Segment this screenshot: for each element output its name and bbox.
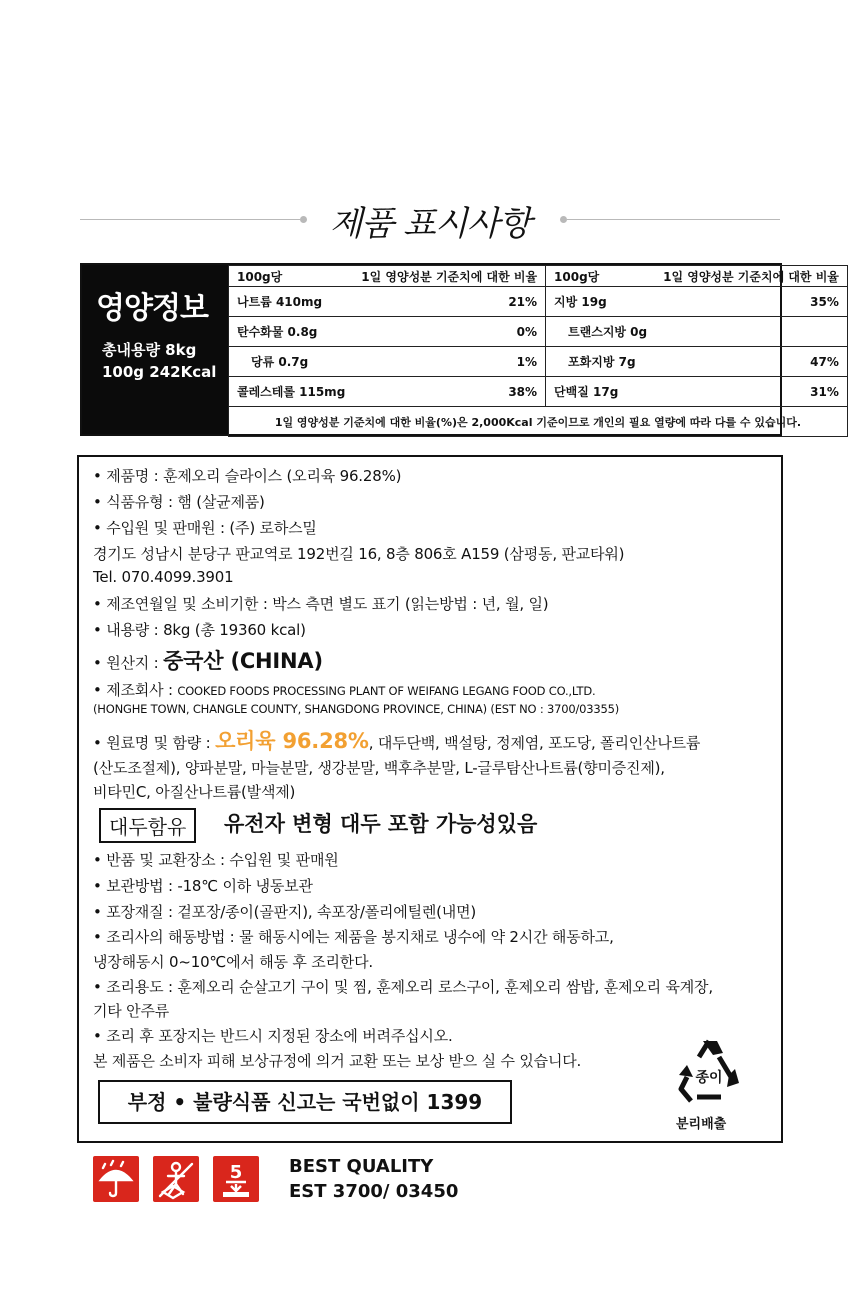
nutrition-note: 1일 영양성분 기준치에 대한 비율(%)은 2,000Kcal 기준이므로 개인의 필요 열량에 따라 다를 수 있습니다.: [229, 407, 848, 437]
title-divider-right: [567, 219, 780, 220]
keep-dry-icon: [93, 1156, 139, 1202]
date-info: • 제조연월일 및 소비기한 : 박스 측면 별도 표기 (읽는방법 : 년, 월, 일): [93, 595, 549, 613]
nutrient-pct: 1%: [353, 347, 545, 377]
nutrition-title: 영양정보: [96, 291, 208, 326]
best-quality-label: BEST QUALITY: [289, 1156, 434, 1177]
nutrient-pct: 31%: [655, 377, 847, 407]
nutrient-name: 포화지방 7g: [546, 347, 656, 377]
maker-line: [93, 679, 595, 700]
origin-value: 중국산 (CHINA): [163, 649, 323, 673]
return-place: • 반품 및 교환장소 : 수입원 및 판매원: [93, 851, 339, 869]
title-dot-left: [300, 216, 307, 223]
thaw-line-2: 냉장해동시 0~10℃에서 해동 후 조리한다.: [93, 953, 373, 971]
nutrient-pct: 35%: [655, 287, 847, 317]
header-right: 100g당: [546, 266, 656, 287]
nutrient-pct: 21%: [353, 287, 545, 317]
nutrient-name: 단백질 17g: [546, 377, 656, 407]
recycle-center-text: 종이: [695, 1070, 723, 1086]
nutrient-pct: 38%: [353, 377, 545, 407]
product-info-box: [77, 455, 783, 1143]
origin-label: • 원산지 :: [93, 654, 164, 672]
page-title: 제품 표시사항: [329, 204, 531, 244]
ingredients-line-2: (산도조절제), 양파분말, 마늘분말, 생강분말, 백후추분말, L-글루탐산나트륨(향미증진제),: [93, 759, 665, 777]
report-hotline: 부정 • 불량식품 신고는 국번없이 1399: [98, 1080, 512, 1124]
origin-line: [93, 645, 323, 675]
table-row: [229, 347, 848, 377]
nutrient-name: 콜레스테롤 115mg: [229, 377, 354, 407]
ingredients-highlight: 오리육 96.28%: [215, 729, 369, 753]
header-right-pct: 1일 영양성분 기준치에 대한 비율: [655, 266, 847, 287]
title-divider-left: [80, 219, 300, 220]
table-row: [229, 317, 848, 347]
ingredients-label: • 원료명 및 함량 :: [93, 734, 216, 752]
nutrient-name: 트랜스지방 0g: [546, 317, 656, 347]
nutrient-pct: 47%: [655, 347, 847, 377]
stack-limit-number: 5: [229, 1162, 243, 1183]
nutrient-pct: [655, 317, 847, 347]
stack-limit-icon: [213, 1156, 259, 1202]
maker-value: COOKED FOODS PROCESSING PLANT OF WEIFANG LEGANG FOOD CO.,LTD.: [177, 684, 596, 698]
header-left: 100g당: [229, 266, 354, 287]
volume: • 내용량 : 8kg (총 19360 kcal): [93, 621, 306, 639]
maker-label: • 제조회사 :: [93, 681, 178, 699]
nutrition-table: [228, 265, 848, 437]
ingredients-line: [93, 725, 700, 755]
telephone: Tel. 070.4099.3901: [93, 568, 234, 586]
nutrient-name: 나트륨 410mg: [229, 287, 354, 317]
nutrition-per100: 100g 242Kcal: [102, 363, 217, 381]
recycle-label: 분리배출: [676, 1117, 727, 1132]
compensation-notice: 본 제품은 소비자 피해 보상규정에 의거 교환 또는 보상 받으 실 수 있습니다.: [93, 1052, 582, 1070]
packaging: • 포장재질 : 겉포장/종이(골판지), 속포장/폴리에틸렌(내면): [93, 903, 477, 921]
do-not-stack-person-icon: [153, 1156, 199, 1202]
recycle-icon: [669, 1035, 749, 1115]
nutrition-total: 총내용량 8kg: [102, 341, 197, 359]
title-row: [80, 190, 780, 250]
est-number-label: EST 3700/ 03450: [289, 1181, 459, 1202]
address: 경기도 성남시 분당구 판교역로 192번길 16, 8층 806호 A159 (삼평동, 판교타워): [93, 545, 625, 563]
product-name: • 제품명 : 훈제오리 슬라이스 (오리육 96.28%): [93, 467, 402, 485]
dispose-notice: • 조리 후 포장지는 반드시 지정된 장소에 버려주십시오.: [93, 1027, 453, 1045]
allergen-box: 대두함유: [99, 808, 196, 843]
nutrition-header-block: [82, 265, 228, 434]
thaw-line-1: • 조리사의 해동방법 : 물 해동시에는 제품을 봉지채로 냉수에 약 2시간 해동하고,: [93, 928, 614, 946]
nutrient-name: 당류 0.7g: [229, 347, 354, 377]
title-dot-right: [560, 216, 567, 223]
storage: • 보관방법 : -18℃ 이하 냉동보관: [93, 877, 313, 895]
nutrition-panel: [80, 263, 839, 436]
use-line-1: • 조리용도 : 훈제오리 순살고기 구이 및 찜, 훈제오리 로스구이, 훈제오리 쌈밥, 훈제오리 육계장,: [93, 978, 713, 996]
nutrient-name: 탄수화물 0.8g: [229, 317, 354, 347]
maker-address: (HONGHE TOWN, CHANGLE COUNTY, SHANGDONG PROVINCE, CHINA) (EST NO : 3700/03355): [93, 702, 619, 716]
ingredients-rest: , 대두단백, 백설탕, 정제염, 포도당, 폴리인산나트륨: [368, 734, 701, 752]
gmo-warning: 유전자 변형 대두 포함 가능성있음: [224, 812, 538, 836]
ingredients-line-3: 비타민C, 아질산나트륨(발색제): [93, 783, 296, 801]
importer: • 수입원 및 판매원 : (주) 로하스밀: [93, 519, 317, 537]
food-type: • 식품유형 : 햄 (살균제품): [93, 493, 265, 511]
nutrient-name: 지방 19g: [546, 287, 656, 317]
use-line-2: 기타 안주류: [93, 1002, 170, 1020]
table-row: [229, 377, 848, 407]
nutrient-pct: 0%: [353, 317, 545, 347]
header-left-pct: 1일 영양성분 기준치에 대한 비율: [353, 266, 545, 287]
table-row: [229, 287, 848, 317]
